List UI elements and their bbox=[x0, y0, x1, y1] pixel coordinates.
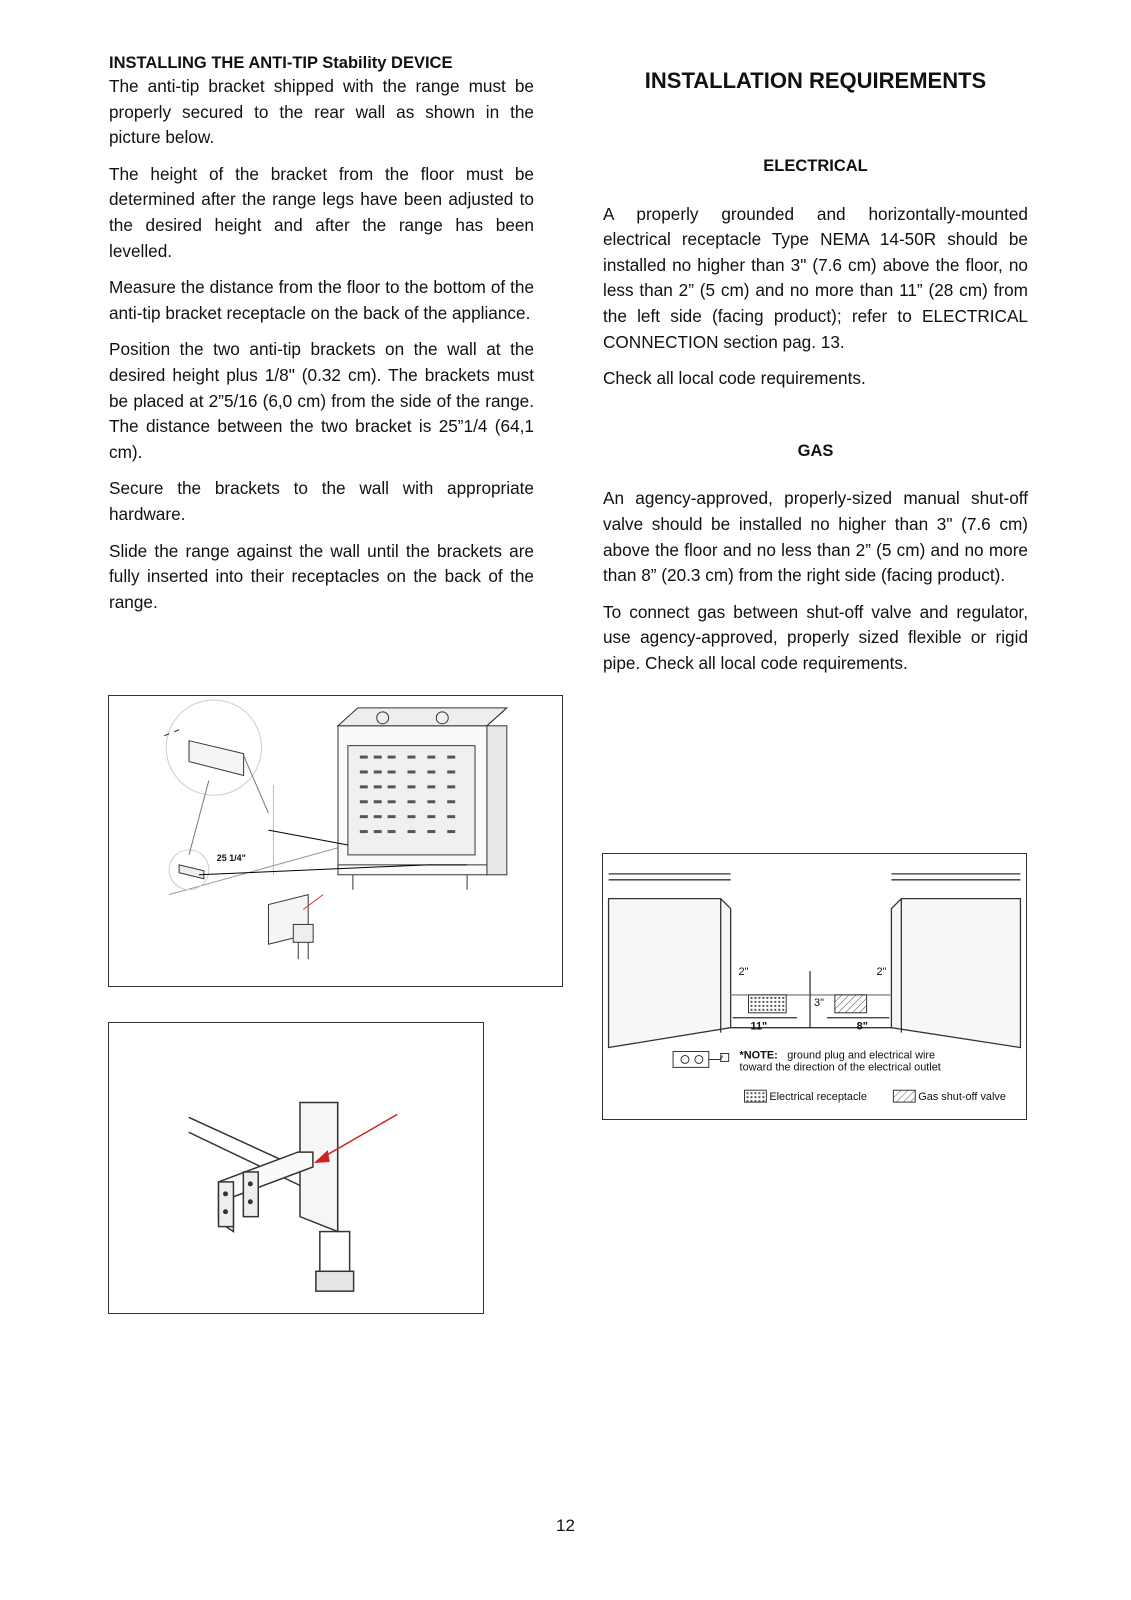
anti-tip-paragraph-2: The height of the bracket from the floor must be determined after the range legs have been adjusted to the desired height and after the range has been levelled. bbox=[109, 163, 534, 261]
legend-electrical-label: Electrical receptacle bbox=[769, 1091, 867, 1104]
anti-tip-paragraph-5: Secure the brackets to the wall with appropriate hardware. bbox=[109, 478, 534, 524]
gas-heading: GAS bbox=[797, 441, 834, 460]
note-line-2: toward the direction of the electrical outlet bbox=[739, 1061, 941, 1074]
width-8in-label: 8" bbox=[856, 1020, 868, 1033]
bracket-overview-figure bbox=[108, 695, 563, 987]
electrical-paragraph-1: A properly grounded and horizontally-mounted electrical receptacle Type NEMA 14-50R should be installed no higher than 3" (7.6 cm) above the floor, no less than 2” (5 cm) and no more than 11” (28 cm) from the left side (facing product); refer to ELECTRICAL CONNECTION section pag. 13. bbox=[603, 203, 1028, 352]
bracket-overview-drawing bbox=[109, 696, 562, 986]
anti-tip-paragraph-6: Slide the range against the wall until the brackets are fully inserted into their receptacles on the back of the range. bbox=[109, 540, 534, 612]
page-number: 12 bbox=[556, 1516, 575, 1535]
installation-dimensions-figure bbox=[602, 853, 1027, 1120]
left-column bbox=[109, 52, 534, 626]
bracket-closeup-drawing bbox=[109, 1023, 483, 1313]
width-11in-label: 11" bbox=[750, 1020, 768, 1033]
installation-dimensions-drawing bbox=[603, 854, 1026, 1119]
gas-paragraph-1: An agency-approved, properly-sized manual shut-off valve should be installed no higher than 3" (7.6 cm) above the floor and no less than 2” (5 cm) and no more than 8” (20.3 cm) from the right side (facing product). bbox=[603, 488, 1028, 586]
left-2in-label: 2" bbox=[738, 966, 749, 979]
installation-requirements-title: INSTALLATION REQUIREMENTS bbox=[644, 68, 987, 93]
gas-paragraph-2: To connect gas between shut-off valve and regulator, use agency-approved, properly sized flexible or rigid pipe. Check all local code requirements. bbox=[603, 601, 1028, 673]
legend-electrical-swatch bbox=[745, 1090, 767, 1102]
legend-gas-label: Gas shut-off valve bbox=[918, 1091, 1006, 1104]
legend-gas-swatch bbox=[893, 1090, 915, 1102]
anti-tip-paragraph-3: Measure the distance from the floor to the bottom of the anti-tip bracket receptacle on the back of the appliance. bbox=[109, 277, 534, 323]
electrical-heading: ELECTRICAL bbox=[763, 157, 868, 175]
height-3in-label: 3" bbox=[814, 996, 824, 1009]
note-line-1: ground plug and electrical wire bbox=[787, 1049, 936, 1062]
right-column bbox=[603, 52, 1028, 688]
anti-tip-heading: INSTALLING THE ANTI-TIP Stability DEVICE bbox=[109, 54, 453, 72]
note-label: *NOTE: bbox=[739, 1049, 778, 1062]
anti-tip-paragraph-1: The anti-tip bracket shipped with the range must be properly secured to the rear wall as shown in the picture below. bbox=[109, 76, 534, 148]
anti-tip-paragraph-4: Position the two anti-tip brackets on the wall at the desired height plus 1/8" (0.32 cm). The brackets must be placed at 2”5/16 (6,0 cm) from the side of the range. The distance between the two bracket is 25”1/4 (64,1 cm). bbox=[109, 339, 534, 462]
electrical-outlet-icon bbox=[673, 1052, 729, 1068]
electrical-paragraph-2: Check all local code requirements. bbox=[603, 368, 866, 389]
bracket-closeup-figure bbox=[108, 1022, 484, 1314]
right-2in-label: 2" bbox=[876, 966, 887, 979]
bracket-distance-label: 25 1/4" bbox=[216, 852, 246, 863]
